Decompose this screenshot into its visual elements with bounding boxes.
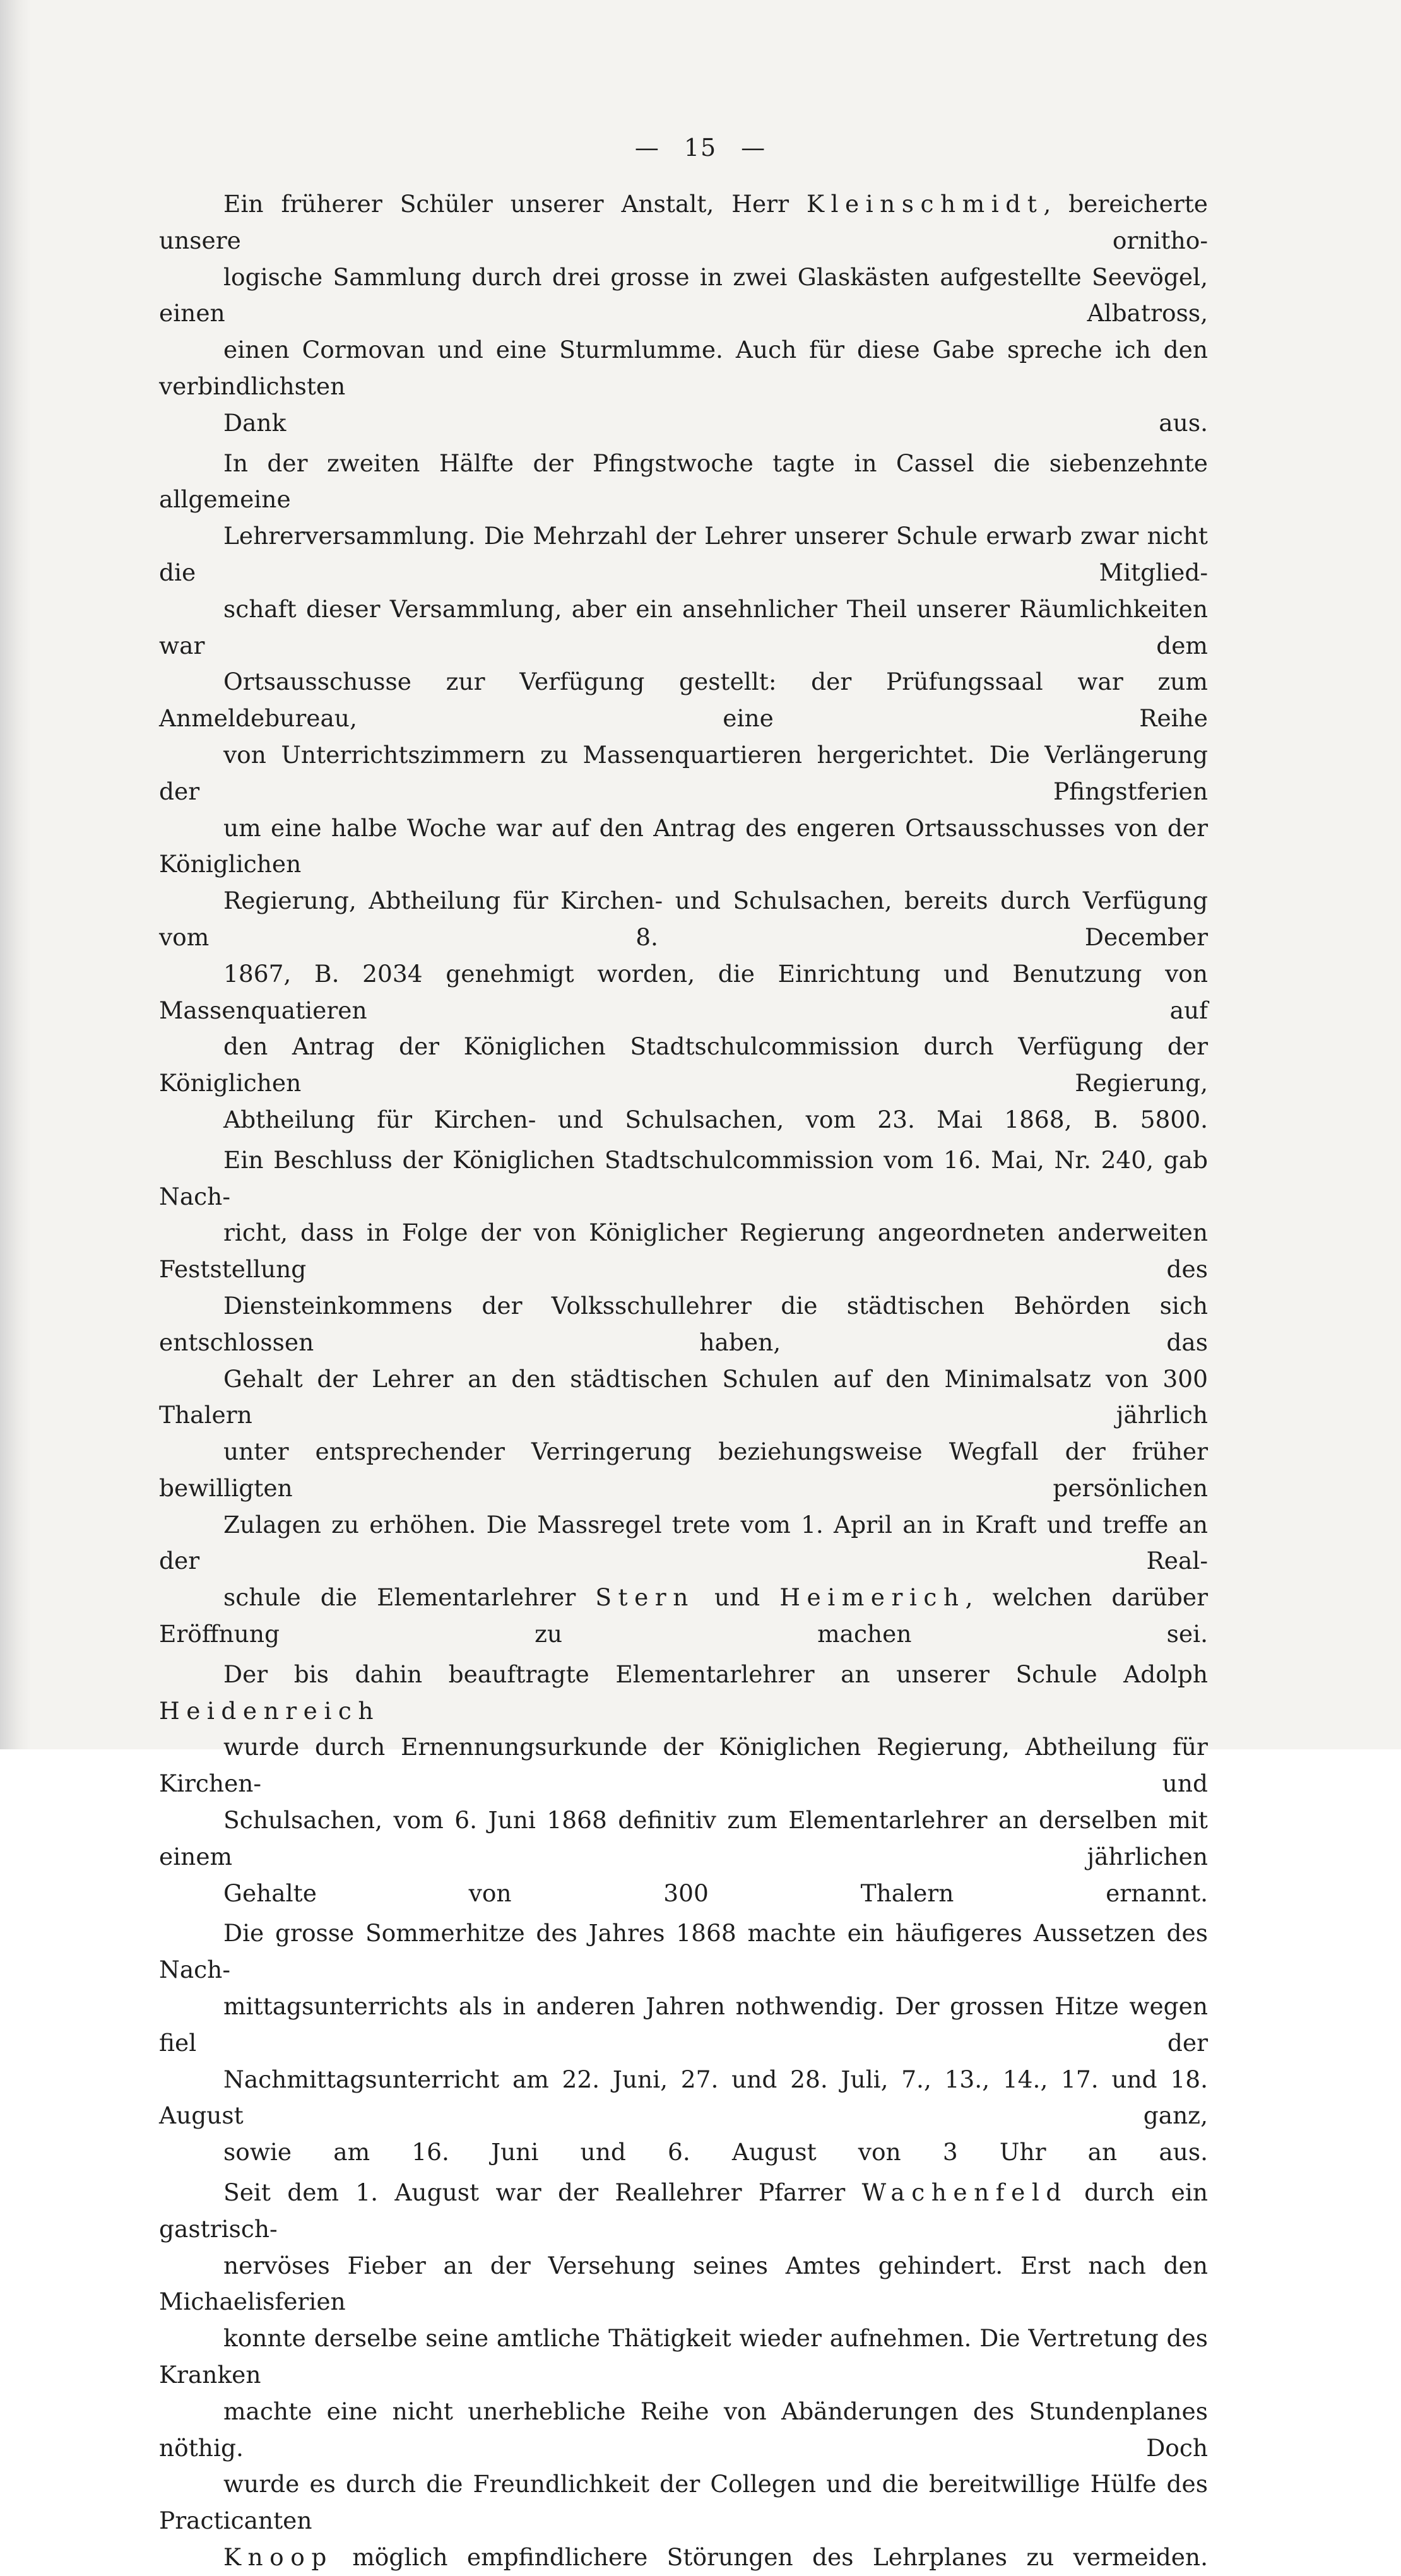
text-line: Zulagen zu erhöhen. Die Massregel trete vom 1. April an in Kraft und treffe an der Real- [159, 1510, 1208, 1575]
spaced-name: Kleinschmidt [806, 190, 1044, 218]
text-line: Seit dem 1. August war der Reallehrer Pfarrer Wachenfeld durch ein gastrisch- [159, 2178, 1208, 2243]
text-line: richt, dass in Folge der von Königlicher Regierung angeordneten anderweiten Feststellung des [159, 1219, 1208, 1284]
text-line: Dank aus. [223, 408, 1208, 437]
text-line: wurde durch Ernennungsurkunde der Königlichen Regierung, Abtheilung für Kirchen- und [159, 1733, 1208, 1798]
paragraph [159, 1657, 1208, 1912]
body-text [159, 186, 1208, 2576]
paragraph [159, 1915, 1208, 2171]
text-line: machte eine nicht unerhebliche Reihe von Abänderungen des Stundenplanes nöthig. Doch [159, 2397, 1208, 2462]
text-line: Der bis dahin beauftragte Elementarlehrer an unserer Schule Adolph Heidenreich [159, 1660, 1208, 1725]
text-line: den Antrag der Königlichen Stadtschulcommission durch Verfügung der Königlichen Regierung, [159, 1032, 1208, 1097]
binding-gutter-shadow [0, 0, 30, 1749]
text-line: schaft dieser Versammlung, aber ein ansehnlicher Theil unserer Räumlichkeiten war dem [159, 594, 1208, 659]
spaced-name: Knoop [223, 2543, 333, 2571]
text-line: Ein früherer Schüler unserer Anstalt, Herr Kleinschmidt, bereicherte unsere ornitho- [159, 190, 1208, 254]
text-line: unter entsprechender Verringerung beziehungsweise Wegfall der früher bewilligten persönlichen [159, 1438, 1208, 1502]
text-line: von Unterrichtszimmern zu Massenquartieren hergerichtet. Die Verlängerung der Pfingstferien [159, 740, 1208, 805]
text-line: Die grosse Sommerhitze des Jahres 1868 machte ein häufigeres Aussetzen des Nach- [159, 1919, 1208, 1984]
text-line: Abtheilung für Kirchen- und Schulsachen, vom 23. Mai 1868, B. 5800. [223, 1105, 1208, 1133]
text-line: Regierung, Abtheilung für Kirchen- und Schulsachen, bereits durch Verfügung vom 8. December [159, 887, 1208, 951]
text-line: mittagsunterrichts als in anderen Jahren nothwendig. Der grossen Hitze wegen fiel der [159, 1992, 1208, 2057]
text-line: Lehrerversammlung. Die Mehrzahl der Lehrer unserer Schule erwarb zwar nicht die Mitglied- [159, 522, 1208, 586]
text-line: In der zweiten Hälfte der Pfingstwoche tagte in Cassel die siebenzehnte allgemeine [159, 449, 1208, 514]
spaced-name: Heimerich [779, 1583, 966, 1612]
page-number-value: 15 [683, 134, 718, 162]
text-line: nervöses Fieber an der Versehung seines Amtes gehindert. Erst nach den Michaelisferien [159, 2251, 1208, 2316]
text-line: konnte derselbe seine amtliche Thätigkeit wieder aufnehmen. Die Vertretung des Kranken [159, 2324, 1208, 2389]
spaced-name: Heidenreich [159, 1696, 381, 1725]
text-line: Gehalt der Lehrer an den städtischen Schulen auf den Minimalsatz von 300 Thalern jährlich [159, 1364, 1208, 1429]
page-number-dash-right: — [741, 134, 767, 162]
text-line: Ortsausschusse zur Verfügung gestellt: der Prüfungssaal war zum Anmeldebureau, eine Reihe [159, 668, 1208, 733]
text-line: logische Sammlung durch drei grosse in zwei Glaskästen aufgestellte Seevögel, einen Albatross, [159, 263, 1208, 328]
text-line: Schulsachen, vom 6. Juni 1868 definitiv zum Elementarlehrer an derselben mit einem jährlichen [159, 1806, 1208, 1870]
text-line: Diensteinkommens der Volksschullehrer die städtischen Behörden sich entschlossen haben, das [159, 1291, 1208, 1356]
paragraph [159, 446, 1208, 1138]
text-line: Nachmittagsunterricht am 22. Juni, 27. und 28. Juli, 7., 13., 14., 17. und 18. August ganz, [159, 2065, 1208, 2130]
spaced-name: Wachenfeld [861, 2178, 1068, 2207]
text-line: 1867, B. 2034 genehmigt worden, die Einrichtung und Benutzung von Massenquatieren auf [159, 959, 1208, 1024]
text-line: um eine halbe Woche war auf den Antrag des engeren Ortsausschusses von der Königlichen [159, 813, 1208, 878]
text-line: einen Cormovan und eine Sturmlumme. Auch für diese Gabe spreche ich den verbindlichsten [159, 336, 1208, 400]
text-line: schule die Elementarlehrer Stern und Heimerich, welchen darüber Eröffnung zu machen sei. [159, 1583, 1208, 1648]
text-line: Knoop möglich empfindlichere Störungen des Lehrplanes zu vermeiden. [223, 2543, 1208, 2571]
page-number [0, 134, 1401, 162]
text-line: wurde es durch die Freundlichkeit der Collegen und die bereitwillige Hülfe des Practicanten [159, 2470, 1208, 2535]
text-line: Gehalte von 300 Thalern ernannt. [223, 1879, 1208, 1907]
spaced-name: Stern [595, 1583, 695, 1612]
paragraph [159, 1142, 1208, 1653]
text-line: Ein Beschluss der Königlichen Stadtschulcommission vom 16. Mai, Nr. 240, gab Nach- [159, 1145, 1208, 1210]
paragraph [159, 2175, 1208, 2576]
text-line: sowie am 16. Juni und 6. August von 3 Uhr an aus. [223, 2138, 1208, 2166]
paragraph [159, 186, 1208, 442]
page-number-dash-left: — [634, 134, 660, 162]
